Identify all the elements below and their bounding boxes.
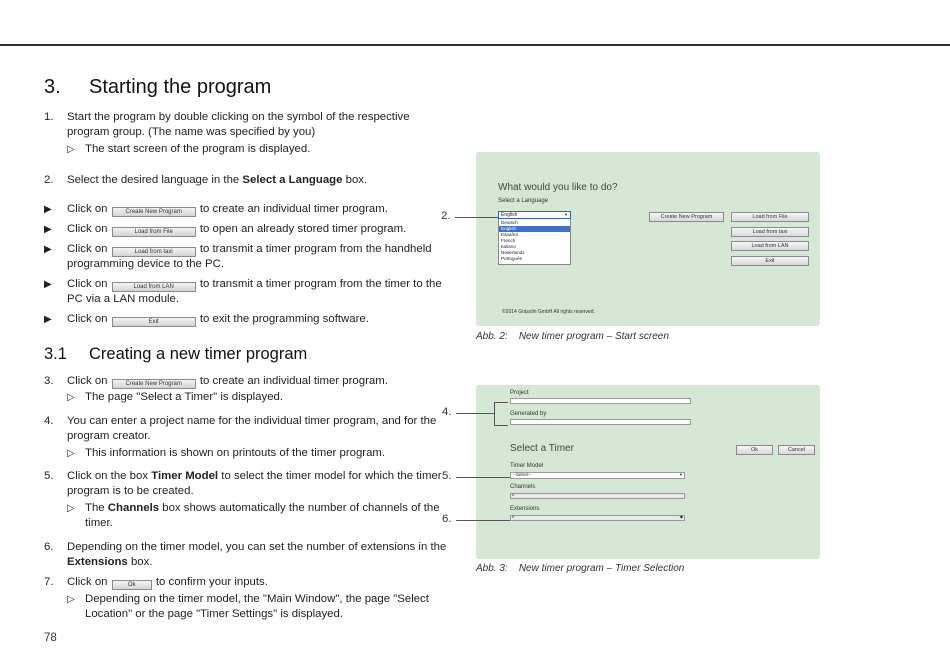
step-number: 6. [44, 541, 54, 553]
step-6-line-1 [44, 540, 447, 555]
step-number: 1. [44, 111, 54, 123]
step-1-line-2: program group. (The name was specified by you) [67, 126, 316, 138]
step-4-line-1 [44, 414, 437, 429]
bullet-load-taxi-line-2: programming device to the PC. [67, 258, 225, 270]
start-screen-screenshot [476, 152, 820, 326]
callout-4-bracket [494, 402, 508, 426]
ui-term: Select a Language [242, 174, 343, 186]
bullet-icon: ▶ [44, 314, 52, 325]
step-text: to transmit a timer program from the timer to the [196, 278, 442, 290]
ui-term: Extensions [67, 556, 128, 568]
step-number: 2. [44, 174, 54, 186]
channels-label: Channels [510, 484, 536, 490]
step-5-line-2: program is to be created. [67, 485, 194, 497]
page-number: 78 [44, 632, 57, 644]
chapter-title: Starting the program [89, 76, 272, 98]
bullet-exit [44, 312, 369, 327]
step-1-line-1 [44, 110, 410, 125]
result-arrow-icon: ▷ [67, 594, 75, 605]
bullet-icon: ▶ [44, 224, 52, 235]
step-text: to create an individual timer program. [196, 203, 388, 215]
step-4-line-2: program creator. [67, 430, 151, 442]
figure-2-caption [476, 331, 669, 342]
step-text: Depending on the timer model, you can set the number of extensions in the [67, 541, 447, 553]
result-text: box shows automatically the number of channels of the [159, 502, 440, 514]
figure-text: New timer program – Start screen [518, 331, 669, 342]
step-text: Click on [67, 203, 111, 215]
step-text: to select the timer model for which the timer [218, 470, 442, 482]
language-option-highlighted: English [499, 226, 570, 232]
copyright-text: ©2014 Grässlin GmbH All rights reserved. [502, 309, 595, 315]
section-title: Creating a new timer program [89, 345, 308, 363]
step-text: to create an individual timer program. [196, 375, 388, 387]
load-from-lan-button: Load from LAN [731, 241, 809, 251]
language-option: Español [501, 232, 518, 237]
cancel-button: Cancel [778, 445, 815, 455]
callout-5-line [456, 477, 510, 478]
load-from-file-button: Load from File [731, 212, 809, 222]
step-3 [44, 374, 388, 389]
callout-2-line [455, 217, 498, 218]
section-heading [44, 345, 307, 364]
figure-3-caption [476, 563, 684, 574]
bullet-create [44, 202, 388, 217]
result-text: This information is shown on printouts of the timer program. [85, 447, 386, 459]
channels-field [510, 493, 685, 499]
step-number: 4. [44, 415, 54, 427]
bullet-icon: ▶ [44, 244, 52, 255]
ui-term: Timer Model [151, 470, 219, 482]
bullet-load-lan-line-2: PC via a LAN module. [67, 293, 180, 305]
step-number: 7. [44, 576, 54, 588]
bullet-load-lan [44, 277, 442, 292]
timer-model-label: Timer Model [510, 463, 544, 469]
step-text: Select the desired language in the [67, 174, 243, 186]
step-text: to open an already stored timer program. [196, 223, 407, 235]
result-text: The [85, 502, 108, 514]
bullet-icon: ▶ [44, 279, 52, 290]
load-from-taxi-button: Load from taxi [112, 247, 196, 257]
step-7-result [67, 592, 429, 607]
callout-5-label: 5. [442, 470, 452, 482]
step-text: to confirm your inputs. [152, 576, 268, 588]
callout-4-line [456, 413, 494, 414]
generated-by-field [510, 419, 691, 425]
language-select [498, 211, 571, 219]
step-number: 5. [44, 470, 54, 482]
step-7-result-line-2: Location" or the page "Timer Settings" is displayed. [85, 608, 344, 620]
step-text: Click on [67, 576, 111, 588]
header-rule [0, 44, 950, 46]
stepper-icon: ◆ [679, 514, 683, 519]
chapter-number: 3. [44, 76, 61, 98]
create-new-program-button: Create New Program [112, 207, 196, 217]
exit-button: Exit [731, 256, 809, 266]
step-text: box. [342, 174, 368, 186]
extensions-label: Extensions [510, 506, 540, 512]
step-text: Click on [67, 243, 111, 255]
step-5-result-line-2: timer. [85, 517, 113, 529]
chapter-heading [44, 76, 271, 99]
step-1-result [67, 142, 311, 157]
result-arrow-icon: ▷ [67, 392, 75, 403]
callout-4-label: 4. [442, 406, 452, 418]
result-text: Depending on the timer model, the "Main Window", the page "Select [85, 593, 429, 605]
project-field [510, 398, 691, 404]
step-text: Click on [67, 278, 111, 290]
step-4-result [67, 446, 386, 461]
select-timer-title: Select a Timer [510, 443, 574, 454]
callout-6-line [456, 520, 510, 521]
step-text: Click on [67, 223, 111, 235]
step-text: You can enter a project name for the individual timer program, and for the [67, 415, 437, 427]
step-number: 3. [44, 375, 54, 387]
ui-term: Channels [107, 502, 160, 514]
extensions-value: 0 [512, 514, 515, 519]
step-text: box. [127, 556, 153, 568]
generated-by-label: Generated by [510, 411, 547, 417]
step-text: to transmit a timer program from the handheld [196, 243, 432, 255]
step-5-line-1 [44, 469, 442, 484]
extensions-field [510, 515, 685, 521]
select-language-label: Select a Language [498, 198, 549, 204]
callout-2-label: 2. [441, 210, 451, 222]
load-from-taxi-button: Load from taxi [731, 227, 809, 237]
language-option: Deutsch [501, 220, 518, 225]
step-text: to exit the programming software. [196, 313, 369, 325]
step-text: Click on the box [67, 470, 152, 482]
section-number: 3.1 [44, 345, 67, 363]
result-arrow-icon: ▷ [67, 144, 75, 155]
step-text: Start the program by double clicking on the symbol of the respective [67, 111, 410, 123]
timer-selection-screenshot [476, 385, 820, 559]
step-text: Click on [67, 313, 111, 325]
timer-model-placeholder: --Select-- [513, 472, 532, 477]
figure-label: Abb. 3: [476, 563, 508, 574]
channels-value: 0 [512, 492, 515, 497]
result-arrow-icon: ▷ [67, 503, 75, 514]
chevron-down-icon: ▼ [564, 212, 568, 217]
step-text: Click on [67, 375, 111, 387]
result-text: The page "Select a Timer" is displayed. [85, 391, 284, 403]
step-5-result [67, 501, 440, 516]
timer-model-select [510, 472, 685, 479]
step-3-result [67, 390, 284, 405]
ok-button: Ok [112, 580, 152, 590]
step-2 [44, 173, 368, 188]
result-text: The start screen of the program is displayed. [85, 143, 311, 155]
language-option: Nederlands [501, 250, 525, 255]
callout-6-label: 6. [442, 513, 452, 525]
load-from-lan-button: Load from LAN [112, 282, 196, 292]
create-new-program-button: Create New Program [649, 212, 724, 222]
bullet-icon: ▶ [44, 204, 52, 215]
project-label: Project [510, 390, 529, 396]
load-from-file-button: Load from File [112, 227, 196, 237]
language-option: Italiano [501, 244, 516, 249]
bullet-load-file [44, 222, 407, 237]
create-new-program-button: Create New Program [112, 379, 196, 389]
ok-button: Ok [736, 445, 773, 455]
exit-button: Exit [112, 317, 196, 327]
result-arrow-icon: ▷ [67, 448, 75, 459]
start-question: What would you like to do? [498, 182, 618, 193]
chevron-down-icon: ▼ [679, 472, 683, 477]
language-option: Português [501, 256, 522, 261]
bullet-load-taxi [44, 242, 432, 257]
figure-text: New timer program – Timer Selection [518, 563, 685, 574]
selected-language: English [501, 212, 518, 218]
step-7 [44, 575, 268, 590]
step-6-line-2 [67, 555, 152, 570]
language-option: French [501, 238, 516, 243]
figure-label: Abb. 2: [476, 331, 508, 342]
